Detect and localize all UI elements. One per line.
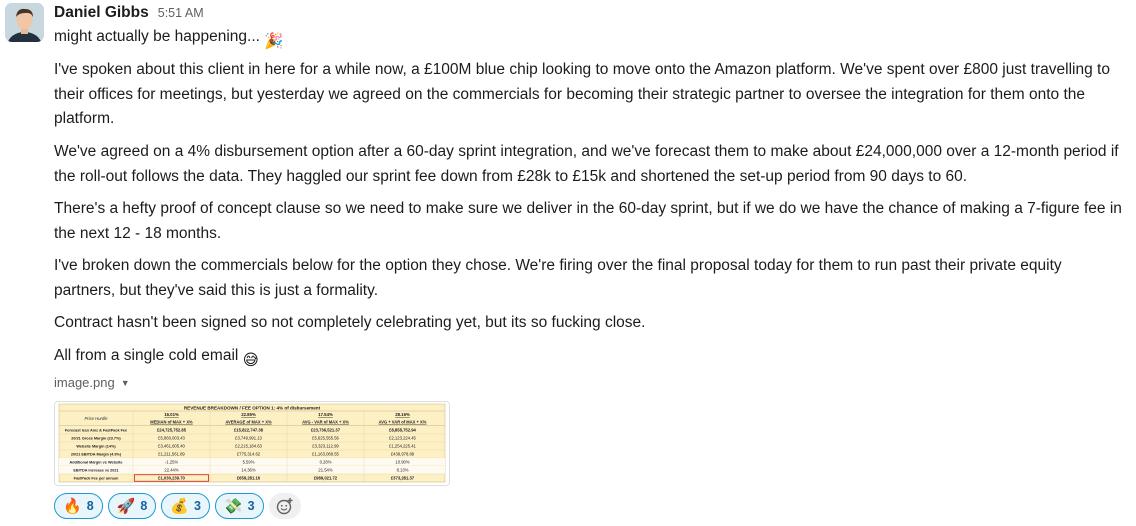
- add-reaction-button[interactable]: [269, 493, 301, 519]
- row-label: Additional Margin vs Website: [69, 460, 123, 465]
- table-cell: 22.44%: [164, 467, 179, 473]
- fire-icon: 🔥: [63, 498, 82, 515]
- table-cell: £3,323,112.99: [312, 443, 339, 449]
- row-label: 20/21 Gross Margin (23.7%): [71, 436, 121, 441]
- table-cell: £3,461,605.40: [158, 443, 185, 449]
- reaction-count: 8: [86, 499, 94, 513]
- table-cell: 14.36%: [241, 467, 256, 473]
- table-cell: 8.13%: [396, 467, 409, 473]
- table-cell: £8,858,752.94: [389, 427, 416, 433]
- message-paragraph: I've broken down the commercials below for the option they chose. We're firing over the final proposal today for them to run past their private equity partners, but they've said this is just a formality.: [54, 257, 1062, 299]
- message-paragraph: We've agreed on a 4% disbursement option after a 60-day sprint integration, and we've forecast them to make about £24,000,000 over a 12-month period if the roll-out follows the data. They haggled our sprint fee down from £28k to £15k and shortened the set-up period from 90 days to 60.: [54, 143, 1119, 185]
- message-text: All from a single cold email: [54, 347, 239, 364]
- column-header: MEDIAN of MAX + X%: [150, 419, 193, 425]
- table-cell: £1,254,225.41: [389, 443, 416, 449]
- table-cell: £775,314.62: [236, 451, 261, 457]
- table-cell: 10.90%: [395, 459, 410, 465]
- table-cell: £989,021.72: [313, 475, 338, 481]
- reaction-money-bag[interactable]: [161, 493, 210, 519]
- table-cell: £15,822,747.38: [233, 427, 264, 433]
- message-text: might actually be happening...: [54, 28, 260, 45]
- message-paragraph: There's a hefty proof of concept clause so we need to make sure we deliver in the 60-day sprint, but if we do we have the chance of making a 7-figure fee in the next 12 - 18 months.: [54, 200, 1122, 242]
- table-cell: 21.54%: [318, 467, 333, 473]
- rocket-icon: 🚀: [116, 498, 136, 515]
- money-with-wings-icon: 💸: [223, 498, 243, 515]
- table-cell: £1,163,089.55: [312, 451, 339, 457]
- table-cell: £373,281.37: [390, 475, 415, 481]
- reaction-fire[interactable]: [54, 493, 103, 519]
- message-paragraph: Contract hasn't been signed so not completely celebrating yet, but its so fucking close.: [54, 314, 646, 331]
- reaction-rocket[interactable]: [108, 493, 157, 519]
- table-cell: £23,736,521.37: [310, 427, 341, 433]
- column-header: AVERAGE of MAX + X%: [225, 419, 272, 425]
- price-hurdle-label: Price Hurdle: [84, 416, 108, 421]
- hurdle-percent: 16.01%: [164, 412, 179, 417]
- message-paragraph: [54, 344, 1124, 374]
- money-bag-icon: 💰: [170, 498, 189, 515]
- column-header: AVG - VAR of MAX + X%: [302, 419, 349, 425]
- sweat-smile-emoji: 😅: [242, 352, 259, 369]
- party-popper-emoji: 🎉: [264, 33, 284, 50]
- message-line-1: [54, 25, 1124, 55]
- message-timestamp[interactable]: 5:51 AM: [157, 6, 204, 20]
- author-name[interactable]: Daniel Gibbs: [54, 4, 149, 21]
- caret-down-icon[interactable]: ▼: [120, 377, 130, 388]
- table-cell: £2,123,224.45: [389, 435, 416, 441]
- attachment-filename[interactable]: [54, 375, 130, 390]
- table-cell: 5.59%: [242, 459, 255, 465]
- reaction-count: 8: [140, 499, 148, 513]
- hurdle-percent: 17.54%: [318, 412, 333, 417]
- hurdle-percent: 28.16%: [395, 412, 410, 417]
- row-label: EBITDA increase vs 2021: [73, 468, 119, 473]
- message-paragraph: I've spoken about this client in here for a while now, a £100M blue chip looking to move onto the Amazon platform. We've spent over £800 just travelling to their offices for meetings, but yesterday we agreed on the commercials for becoming their strategic partner to oversee the integration for them onto the platform.: [54, 61, 1110, 127]
- revenue-table-image: [55, 402, 449, 485]
- reaction-count: 3: [247, 499, 255, 513]
- reaction-count: 3: [193, 499, 201, 513]
- attachment-image[interactable]: [54, 401, 450, 486]
- hurdle-percent: 22.85%: [241, 412, 256, 417]
- table-cell: £3,749,991.13: [235, 435, 262, 441]
- table-cell: £5,860,003.43: [158, 435, 185, 441]
- column-header: AVG + VAR of MAX + X%: [378, 419, 427, 425]
- table-cell: 0.28%: [319, 459, 332, 465]
- table-cell: -1.25%: [164, 459, 179, 465]
- reaction-money-wings[interactable]: [215, 493, 264, 519]
- table-cell: £24,725,752.85: [156, 427, 187, 433]
- table-cell: £1,030,239.70: [158, 475, 185, 481]
- table-cell: £1,211,561.89: [158, 451, 185, 457]
- table-cell: £659,281.16: [236, 475, 261, 481]
- row-label: Website Margin (14%): [76, 444, 116, 449]
- table-cell: £438,978.89: [390, 451, 415, 457]
- table-title: REVENUE BREAKDOWN / FEE OPTION 1: 4% of disbursement: [183, 405, 321, 411]
- row-label: 20/21 EBITDA Margin (4.9%): [70, 452, 122, 457]
- avatar[interactable]: [5, 3, 44, 42]
- message-header: [54, 4, 204, 24]
- filename-text: image.png: [54, 375, 115, 390]
- row-label: Forecast less Amz & FastPack Fee: [64, 428, 128, 433]
- reactions-bar: [54, 493, 301, 519]
- table-cell: £5,625,555.56: [312, 435, 339, 441]
- row-label: FastPack Fee per annum: [73, 476, 119, 481]
- add-reaction-icon: [276, 497, 294, 515]
- table-cell: £2,215,184.63: [235, 443, 262, 449]
